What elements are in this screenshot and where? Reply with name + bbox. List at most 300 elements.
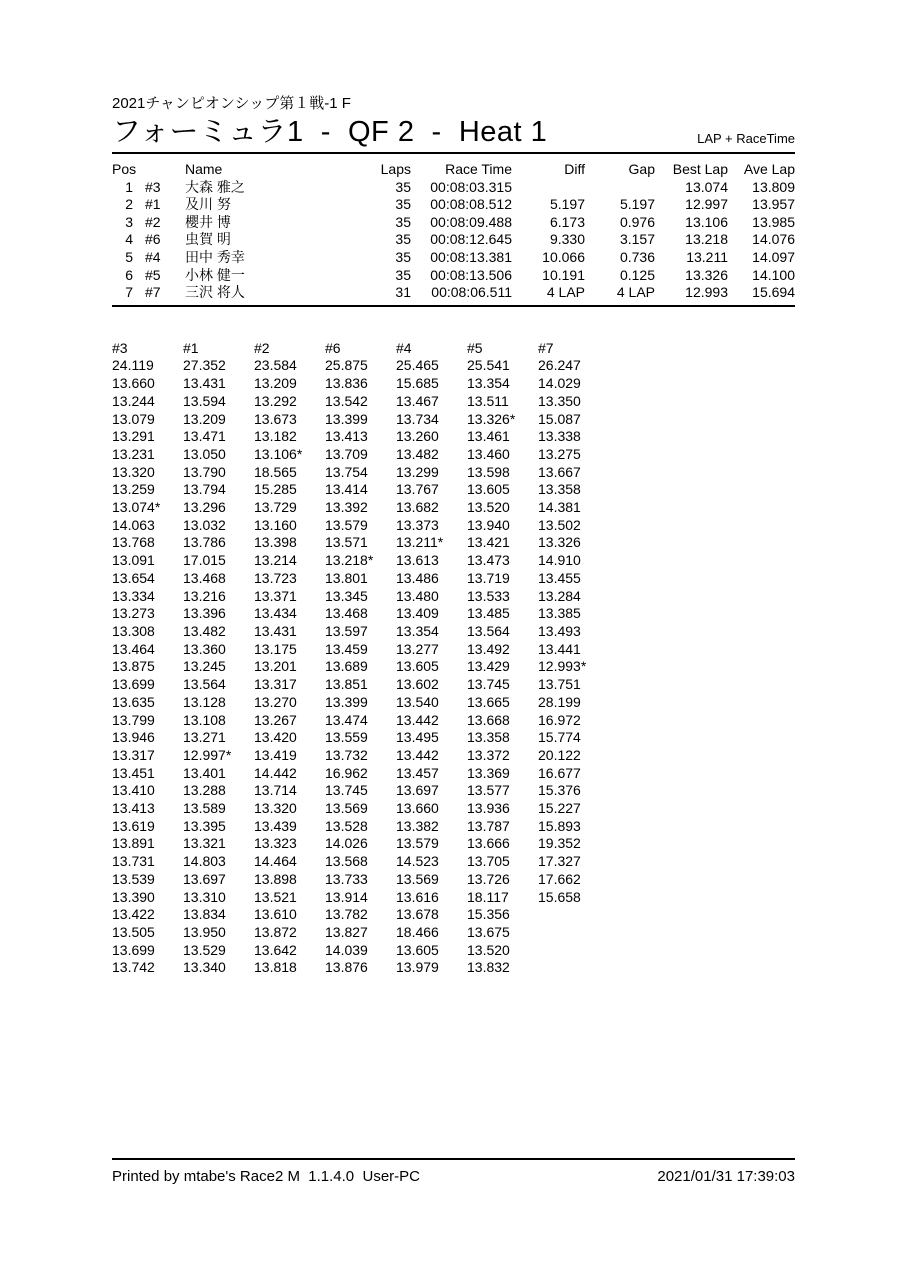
- lap-time-cell: 26.247: [538, 357, 581, 374]
- lap-row: [112, 782, 609, 800]
- lap-time-cell: [538, 906, 609, 924]
- ave-cell: 13.957: [752, 196, 795, 213]
- lap-time-cell: 13.726: [467, 870, 510, 887]
- diff-cell: 9.330: [549, 231, 585, 248]
- lap-time-cell: 13.350: [538, 392, 581, 409]
- lap-time-cell: 13.455: [538, 569, 581, 586]
- lap-time-cell: 13.768: [112, 534, 155, 551]
- lap-row: [112, 694, 609, 712]
- car-column-header: #3: [112, 339, 128, 356]
- lap-time-cell: 13.520: [467, 941, 510, 958]
- lap-time-cell: 13.834: [183, 906, 226, 923]
- lap-time-cell: 13.540: [396, 693, 439, 710]
- lap-time-cell: 13.745: [467, 676, 510, 693]
- lap-row: [112, 658, 609, 676]
- lap-time-cell: 13.354: [467, 375, 510, 392]
- car-column-header: #7: [538, 339, 554, 356]
- lap-time-cell: 13.786: [183, 534, 226, 551]
- lap-time-cell: 13.288: [183, 782, 226, 799]
- lap-time-cell: 14.910: [538, 552, 581, 569]
- diff-cell: 10.191: [542, 266, 585, 283]
- lap-row: [112, 818, 609, 836]
- lap-time-cell: 20.122: [538, 746, 581, 763]
- lap-time-cell: 13.660: [112, 375, 155, 392]
- lap-time-cell: 13.429: [467, 658, 510, 675]
- lap-row: [112, 552, 609, 570]
- lap-row: [112, 906, 609, 924]
- lap-row: [112, 570, 609, 588]
- lap-time-cell: 13.369: [467, 764, 510, 781]
- lap-time-cell: 13.876: [325, 959, 368, 976]
- lap-time-cell: 13.521: [254, 888, 297, 905]
- lap-time-cell: 13.211*: [396, 534, 444, 551]
- lap-time-cell: 13.790: [183, 463, 226, 480]
- lap-time-cell: 13.467: [396, 392, 439, 409]
- lap-time-cell: 13.091: [112, 552, 155, 569]
- pos-cell: 6: [125, 266, 133, 283]
- lap-time-cell: 16.972: [538, 711, 581, 728]
- lap-time-cell: 13.401: [183, 764, 226, 781]
- diff-cell: 5.197: [549, 196, 585, 213]
- lap-time-cell: 13.697: [183, 870, 226, 887]
- race_time-cell: 00:08:12.645: [430, 231, 512, 248]
- best-cell: 12.997: [685, 196, 728, 213]
- gap-cell: 0.976: [619, 213, 655, 230]
- lap-time-cell: 14.026: [325, 835, 368, 852]
- results-table: [112, 161, 795, 302]
- lap-time-cell: 28.199: [538, 693, 581, 710]
- lap-time-cell: 13.616: [396, 888, 439, 905]
- gap-cell: 0.125: [619, 266, 655, 283]
- lap-time-cell: 13.605: [396, 658, 439, 675]
- lap-time-cell: 13.579: [396, 835, 439, 852]
- lap-row: [112, 428, 609, 446]
- lap-time-cell: 13.410: [112, 782, 155, 799]
- printed-by-label: Printed by mtabe's Race2 M 1.1.4.0 User-PC: [112, 1168, 420, 1185]
- lap-time-cell: 13.175: [254, 640, 297, 657]
- lap-time-cell: 13.399: [325, 693, 368, 710]
- lap-time-cell: 13.914: [325, 888, 368, 905]
- lap-time-cell: 13.398: [254, 534, 297, 551]
- title-rule: [112, 152, 795, 154]
- lap-time-cell: 13.399: [325, 410, 368, 427]
- lap-time-cell: 13.485: [467, 605, 510, 622]
- lap-time-cell: 13.317: [254, 676, 297, 693]
- lap-time-cell: 13.733: [325, 870, 368, 887]
- lap-row: [112, 835, 609, 853]
- car-cell: #1: [145, 196, 161, 213]
- lap-time-cell: 13.827: [325, 923, 368, 940]
- lap-time-cell: 13.358: [538, 481, 581, 498]
- lap-time-cell: 13.441: [538, 640, 581, 657]
- lap-time-cell: 13.209: [183, 410, 226, 427]
- lap-time-cell: 13.431: [254, 623, 297, 639]
- lap-time-cell: 13.709: [325, 445, 368, 462]
- lap-time-cell: 15.658: [538, 888, 581, 905]
- lap-time-cell: 13.719: [467, 569, 510, 586]
- gap-cell: 5.197: [619, 196, 655, 213]
- race_time-cell: 00:08:06.511: [431, 284, 512, 301]
- results-row: [112, 284, 795, 302]
- lap-time-cell: 13.529: [183, 941, 226, 958]
- race_time-cell: 00:08:13.381: [430, 248, 512, 265]
- lap-time-cell: 13.079: [112, 410, 155, 427]
- lap-time-cell: 13.468: [325, 605, 368, 622]
- lap-row: [112, 464, 609, 482]
- lap-time-cell: 13.705: [467, 853, 510, 870]
- lap-time-cell: 13.505: [112, 923, 155, 940]
- lap-time-cell: 13.128: [183, 693, 226, 710]
- lap-time-cell: 13.754: [325, 463, 368, 480]
- lap-time-cell: 13.492: [467, 640, 510, 657]
- ave-cell: 13.809: [752, 178, 795, 195]
- lap-time-cell: 13.334: [112, 587, 155, 604]
- lap-row: [112, 375, 609, 393]
- lap-time-cell: 13.745: [325, 782, 368, 799]
- results-row: [112, 267, 795, 285]
- lap-row: [112, 393, 609, 411]
- car-column-header: #1: [183, 339, 199, 356]
- lap-time-cell: 14.442: [254, 764, 297, 781]
- lap-time-cell: 13.598: [467, 463, 510, 480]
- print-timestamp: 2021/01/31 17:39:03: [657, 1168, 795, 1185]
- lap-time-cell: 18.117: [467, 888, 509, 905]
- lap-time-cell: 13.299: [396, 463, 439, 480]
- lap-time-cell: 25.541: [467, 357, 510, 374]
- lap-time-cell: 13.666: [467, 835, 510, 852]
- lap-time-cell: 13.836: [325, 375, 368, 392]
- lap-time-cell: 15.774: [538, 729, 581, 746]
- best-lap-header: Best Lap: [672, 161, 728, 177]
- lap-time-cell: 13.326*: [467, 410, 516, 427]
- lap-time-cell: 13.605: [396, 941, 439, 958]
- best-cell: 13.326: [685, 266, 728, 283]
- lap-time-cell: 13.292: [254, 392, 297, 409]
- ave-cell: 15.694: [752, 284, 795, 301]
- lap-time-cell: 14.381: [538, 499, 581, 516]
- lap-time-cell: 15.356: [467, 906, 510, 923]
- lap-time-cell: 16.962: [325, 764, 368, 781]
- results-row: [112, 231, 795, 249]
- laps-header: Laps: [380, 161, 411, 177]
- lap-time-cell: 13.244: [112, 392, 155, 409]
- lap-time-cell: 17.015: [183, 552, 226, 569]
- results-row: [112, 214, 795, 232]
- lap-time-cell: 13.564: [467, 623, 510, 639]
- lap-time-cell: 13.660: [396, 800, 439, 817]
- lap-time-cell: 13.801: [325, 569, 368, 586]
- lap-time-cell: 13.589: [183, 800, 226, 817]
- lap-time-cell: 13.635: [112, 693, 155, 710]
- lap-row: [112, 517, 609, 535]
- diff-cell: 10.066: [542, 248, 585, 265]
- lap-time-cell: 13.271: [183, 729, 226, 746]
- lap-time-cell: 13.751: [538, 676, 581, 693]
- lap-time-cell: 13.323: [254, 835, 297, 852]
- lap-time-cell: [538, 924, 609, 942]
- laps-cell: 35: [395, 248, 411, 265]
- car-cell: #7: [145, 284, 161, 301]
- lap-time-cell: 13.474: [325, 711, 368, 728]
- lap-time-cell: 13.832: [467, 959, 510, 976]
- diff-cell: [512, 179, 585, 197]
- lap-time-cell: 18.565: [254, 463, 297, 480]
- best-cell: 13.106: [685, 213, 728, 230]
- lap-time-cell: 13.875: [112, 658, 155, 675]
- lap-time-cell: 13.434: [254, 605, 297, 622]
- results-row: [112, 179, 795, 197]
- lap-time-cell: 13.799: [112, 711, 155, 728]
- name-cell: 小林 健一: [185, 266, 245, 283]
- lap-time-cell: 13.050: [183, 445, 226, 462]
- laps-cell: 35: [395, 196, 411, 213]
- lap-time-cell: 13.642: [254, 941, 297, 958]
- lap-time-cell: 13.480: [396, 587, 439, 604]
- lap-time-cell: 13.731: [112, 853, 155, 870]
- ave-cell: 14.076: [752, 231, 795, 248]
- lap-time-cell: 15.685: [396, 375, 439, 392]
- lap-time-cell: 13.577: [467, 782, 510, 799]
- car-cell: #4: [145, 248, 161, 265]
- lap-time-cell: 13.579: [325, 516, 368, 533]
- lap-time-cell: 13.451: [112, 764, 155, 781]
- lap-time-cell: 13.528: [325, 817, 368, 834]
- lap-time-cell: 13.794: [183, 481, 226, 498]
- diff-cell: 4 LAP: [546, 284, 585, 301]
- race_time-cell: 00:08:13.506: [430, 266, 512, 283]
- lap-row: [112, 411, 609, 429]
- lap-time-cell: 13.284: [538, 587, 581, 604]
- lap-time-cell: 25.875: [325, 357, 368, 374]
- lap-time-cell: 13.742: [112, 959, 155, 976]
- lap-time-cell: 15.087: [538, 410, 581, 427]
- lap-time-cell: 13.602: [396, 676, 439, 693]
- lap-time-cell: 13.310: [183, 888, 226, 905]
- lap-time-cell: 13.851: [325, 676, 368, 693]
- lap-time-cell: 25.465: [396, 357, 439, 374]
- lap-time-cell: 13.619: [112, 817, 155, 834]
- lap-time-cell: 13.414: [325, 481, 368, 498]
- lap-time-cell: 13.699: [112, 941, 155, 958]
- lap-row: [112, 481, 609, 499]
- lap-time-cell: 13.459: [325, 640, 368, 657]
- lap-row: [112, 357, 609, 375]
- lap-row: [112, 729, 609, 747]
- gap-cell: 4 LAP: [616, 284, 655, 301]
- lap-time-cell: [538, 959, 609, 977]
- lap-time-cell: 13.277: [396, 640, 439, 657]
- lap-time-cell: 23.584: [254, 357, 297, 374]
- lap-time-cell: 13.160: [254, 516, 297, 533]
- lap-time-cell: 13.372: [467, 746, 510, 763]
- lap-time-cell: 13.291: [112, 428, 155, 445]
- lap-time-cell: 13.259: [112, 481, 155, 498]
- laps-cell: 31: [395, 284, 411, 301]
- lap-time-cell: 13.569: [325, 800, 368, 817]
- car-column-header: #2: [254, 339, 270, 356]
- name-cell: 及川 努: [185, 196, 231, 213]
- lap-time-cell: 13.354: [396, 623, 439, 639]
- results-header-row: [112, 161, 795, 179]
- lap-time-cell: 13.245: [183, 658, 226, 675]
- car-cell: #3: [145, 178, 161, 195]
- lap-time-cell: 17.327: [538, 853, 581, 870]
- results-body: [112, 179, 795, 302]
- lap-time-cell: 13.201: [254, 658, 297, 675]
- lap-row: [112, 676, 609, 694]
- name-cell: 虫賀 明: [185, 231, 231, 248]
- lap-time-cell: 13.787: [467, 817, 510, 834]
- lap-time-cell: 13.571: [325, 534, 368, 551]
- lap-time-cell: 13.533: [467, 587, 510, 604]
- lap-time-cell: 13.936: [467, 800, 510, 817]
- lap-time-cell: 13.461: [467, 428, 510, 445]
- lap-time-cell: 13.373: [396, 516, 439, 533]
- lap-time-cell: 13.542: [325, 392, 368, 409]
- lap-time-cell: 13.396: [183, 605, 226, 622]
- lap-time-cell: 13.422: [112, 906, 155, 923]
- best-cell: 13.218: [685, 231, 728, 248]
- laps-cell: 35: [395, 213, 411, 230]
- lap-time-cell: 13.420: [254, 729, 297, 746]
- lap-row: [112, 712, 609, 730]
- lap-time-cell: 13.214: [254, 552, 297, 569]
- pos-header: Pos: [112, 161, 137, 177]
- car-cell: #2: [145, 213, 161, 230]
- diff-header: Diff: [564, 161, 585, 177]
- ave-cell: 13.985: [752, 213, 795, 230]
- lap-time-cell: 13.891: [112, 835, 155, 852]
- laps-cell: 35: [395, 178, 411, 195]
- lap-time-cell: 18.466: [396, 923, 439, 940]
- lap-time-cell: 13.296: [183, 499, 226, 516]
- lap-time-cell: 13.320: [254, 800, 297, 817]
- lap-row: [112, 889, 609, 907]
- footer: [112, 1168, 795, 1186]
- lap-row: [112, 534, 609, 552]
- lap-time-cell: 14.029: [538, 375, 581, 392]
- lap-row: [112, 924, 609, 942]
- lap-time-cell: 13.320: [112, 463, 155, 480]
- best-cell: 13.074: [685, 178, 728, 195]
- pos-cell: 2: [125, 196, 133, 213]
- title-row: [112, 116, 795, 148]
- lap-time-cell: 13.668: [467, 711, 510, 728]
- report-content: [112, 0, 795, 977]
- lap-time-cell: 13.486: [396, 569, 439, 586]
- lap-time-cell: 13.667: [538, 463, 581, 480]
- lap-row: [112, 959, 609, 977]
- lap-time-cell: 13.673: [254, 410, 297, 427]
- lap-time-cell: 15.893: [538, 817, 581, 834]
- lap-row: [112, 605, 609, 623]
- name-cell: 田中 秀幸: [185, 248, 245, 265]
- lap-time-cell: 13.689: [325, 658, 368, 675]
- lap-time-cell: 27.352: [183, 357, 226, 374]
- lap-time-cell: 13.345: [325, 587, 368, 604]
- name-cell: 櫻井 博: [185, 213, 231, 230]
- lap-time-cell: 13.409: [396, 605, 439, 622]
- lap-time-cell: 14.523: [396, 853, 439, 870]
- lap-row: [112, 747, 609, 765]
- lap-time-cell: 13.610: [254, 906, 297, 923]
- lap-time-cell: 13.471: [183, 428, 226, 445]
- car-column-header: #6: [325, 339, 341, 356]
- lap-time-cell: 13.714: [254, 782, 297, 799]
- lap-time-cell: 13.321: [183, 835, 226, 852]
- lap-time-cell: 13.382: [396, 817, 439, 834]
- gap-cell: 3.157: [619, 231, 655, 248]
- lap-time-cell: 13.654: [112, 569, 155, 586]
- car-column-header: #4: [396, 339, 412, 356]
- results-rule: [112, 305, 795, 307]
- lap-time-cell: 13.473: [467, 552, 510, 569]
- car-header: [136, 161, 185, 179]
- lap-time-cell: 13.358: [467, 729, 510, 746]
- lap-row: [112, 446, 609, 464]
- lap-time-cell: 13.493: [538, 623, 581, 639]
- diff-cell: 6.173: [549, 213, 585, 230]
- results-row: [112, 196, 795, 214]
- lap-time-cell: 19.352: [538, 835, 581, 852]
- lap-time-cell: 13.326: [538, 534, 581, 551]
- lap-row: [112, 853, 609, 871]
- car-column-header: #5: [467, 339, 483, 356]
- lap-time-cell: 13.182: [254, 428, 297, 445]
- laps-cell: 35: [395, 231, 411, 248]
- lap-time-cell: 13.431: [183, 375, 226, 392]
- name-cell: 大森 雅之: [185, 178, 245, 195]
- lap-time-cell: 13.275: [538, 445, 581, 462]
- pos-cell: 4: [125, 231, 133, 248]
- lap-time-cell: 13.502: [538, 516, 581, 533]
- lap-time-cell: 13.216: [183, 587, 226, 604]
- lap-time-cell: 13.675: [467, 923, 510, 940]
- lap-time-cell: 13.032: [183, 516, 226, 533]
- lap-time-cell: 13.439: [254, 817, 297, 834]
- lap-time-cell: 13.468: [183, 569, 226, 586]
- lap-time-cell: 13.442: [396, 711, 439, 728]
- lap-row: [112, 871, 609, 889]
- lap-time-cell: 13.682: [396, 499, 439, 516]
- lap-time-cell: 13.340: [183, 959, 226, 976]
- lap-time-cell: 13.392: [325, 499, 368, 516]
- lap-time-cell: 13.539: [112, 870, 155, 887]
- lap-time-cell: 13.270: [254, 693, 297, 710]
- lap-time-cell: 13.218*: [325, 552, 374, 569]
- lap-time-cell: 12.997*: [183, 746, 232, 763]
- lap-time-cell: 13.421: [467, 534, 510, 551]
- lap-time-cell: 14.063: [112, 516, 155, 533]
- lap-time-cell: 13.482: [183, 623, 226, 639]
- lap-time-cell: 12.993*: [538, 658, 587, 675]
- lap-time-cell: 13.723: [254, 569, 297, 586]
- lap-time-cell: 13.419: [254, 746, 297, 763]
- lap-time-cell: 13.898: [254, 870, 297, 887]
- lap-time-cell: 15.227: [538, 800, 581, 817]
- pos-cell: 5: [125, 248, 133, 265]
- gap-cell: [585, 179, 655, 197]
- ave-cell: 14.100: [752, 266, 795, 283]
- lap-time-cell: 13.564: [183, 676, 226, 693]
- lap-time-cell: 13.946: [112, 729, 155, 746]
- lap-time-cell: 13.413: [112, 800, 155, 817]
- ave-lap-header: Ave Lap: [743, 161, 795, 177]
- ave-cell: 14.097: [752, 248, 795, 265]
- lap-times-table: [112, 340, 609, 977]
- lap-time-cell: 15.376: [538, 782, 581, 799]
- championship-subtitle: 2021チャンピオンシップ第１戦-1 F: [112, 95, 351, 112]
